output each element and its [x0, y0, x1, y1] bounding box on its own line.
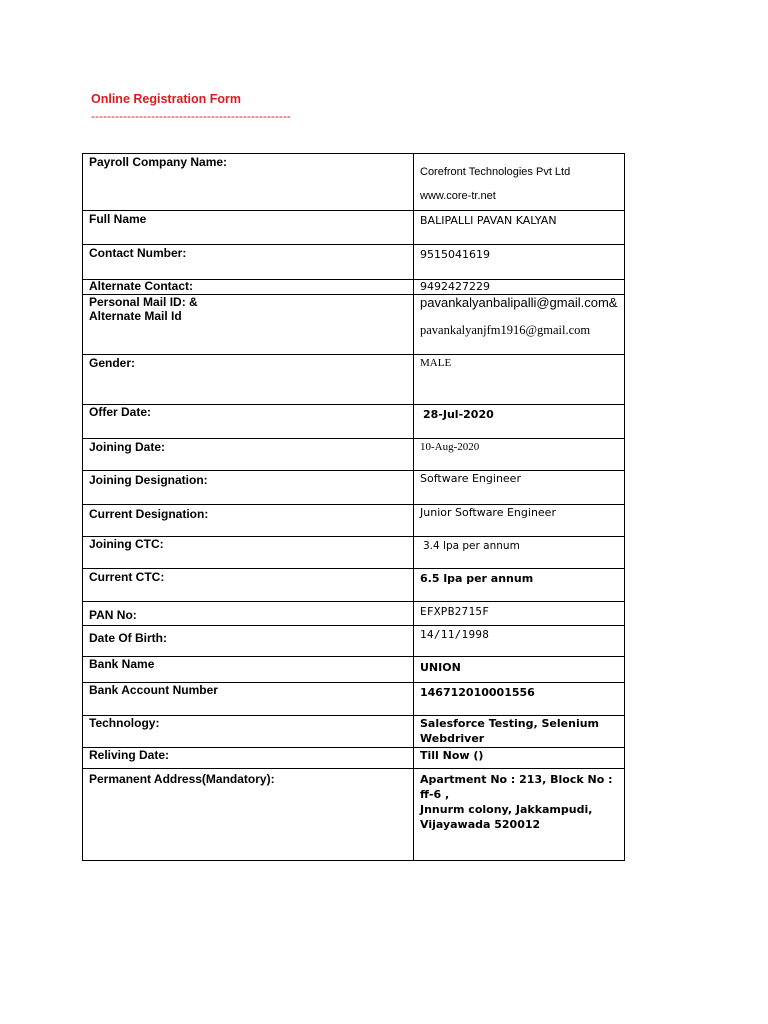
personal-mail-label — [83, 295, 414, 355]
bank-account-number-label: Bank Account Number — [83, 683, 414, 716]
payroll-company-value — [414, 154, 625, 211]
bank-account-number-value: 146712010001556 — [414, 683, 625, 716]
bank-name-label: Bank Name — [83, 657, 414, 683]
company-name: Corefront Technologies Pvt Ltd — [420, 166, 571, 178]
row-current-designation — [83, 505, 625, 537]
current-ctc-value: 6.5 lpa per annum — [414, 569, 625, 602]
row-bank-name — [83, 657, 625, 683]
company-website: www.core-tr.net — [420, 190, 496, 202]
payroll-company-label: Payroll Company Name: — [83, 154, 414, 211]
offer-date-label: Offer Date: — [83, 405, 414, 439]
registration-table — [82, 153, 625, 861]
permanent-address-value — [414, 769, 625, 861]
joining-date-label: Joining Date: — [83, 439, 414, 471]
gender-label: Gender: — [83, 355, 414, 405]
row-joining-designation — [83, 471, 625, 505]
gender-value: MALE — [414, 355, 625, 405]
contact-number-label: Contact Number: — [83, 245, 414, 280]
bank-name-value: UNION — [414, 657, 625, 683]
pan-no-label: PAN No: — [83, 602, 414, 626]
row-permanent-address — [83, 769, 625, 861]
form-title: Online Registration Form — [91, 92, 242, 106]
technology-label: Technology: — [83, 716, 414, 748]
reliving-date-label: Reliving Date: — [83, 748, 414, 769]
address-line1: Apartment No : 213, Block No : ff-6 , — [420, 773, 613, 801]
joining-date-value: 10-Aug-2020 — [414, 439, 625, 471]
offer-date-value: 28-Jul-2020 — [414, 405, 625, 439]
row-pan-no — [83, 602, 625, 626]
technology-line1: Salesforce Testing, Selenium — [420, 717, 600, 730]
current-designation-value: Junior Software Engineer — [414, 505, 625, 537]
joining-ctc-label: Joining CTC: — [83, 537, 414, 569]
personal-mail-label-line2: Alternate Mail Id — [89, 309, 182, 323]
joining-designation-value: Software Engineer — [414, 471, 625, 505]
row-full-name — [83, 211, 625, 245]
joining-ctc-value: 3.4 lpa per annum — [414, 537, 625, 569]
row-joining-date — [83, 439, 625, 471]
alternate-email: pavankalyanjfm1916@gmail.com — [420, 323, 591, 337]
full-name-label: Full Name — [83, 211, 414, 245]
personal-mail-label-line1: Personal Mail ID: & — [89, 295, 198, 309]
primary-email: pavankalyanbalipalli@gmail.com& — [420, 295, 618, 310]
row-technology — [83, 716, 625, 748]
address-line3: Vijayawada 520012 — [420, 818, 541, 831]
date-of-birth-value: 14/11/1998 — [414, 626, 625, 657]
address-line2: Jnnurm colony, Jakkampudi, — [420, 803, 593, 816]
row-date-of-birth — [83, 626, 625, 657]
row-reliving-date — [83, 748, 625, 769]
row-current-ctc — [83, 569, 625, 602]
row-offer-date — [83, 405, 625, 439]
row-alternate-contact — [83, 280, 625, 295]
permanent-address-label: Permanent Address(Mandatory): — [83, 769, 414, 861]
personal-mail-value — [414, 295, 625, 355]
alternate-contact-label: Alternate Contact: — [83, 280, 414, 295]
row-gender — [83, 355, 625, 405]
joining-designation-label: Joining Designation: — [83, 471, 414, 505]
reliving-date-value: Till Now () — [414, 748, 625, 769]
pan-no-value: EFXPB2715F — [414, 602, 625, 626]
row-bank-account-number — [83, 683, 625, 716]
row-contact-number — [83, 245, 625, 280]
technology-value — [414, 716, 625, 748]
current-ctc-label: Current CTC: — [83, 569, 414, 602]
current-designation-label: Current Designation: — [83, 505, 414, 537]
row-personal-mail — [83, 295, 625, 355]
row-payroll-company — [83, 154, 625, 211]
title-underline: -------------------------------------------------- — [91, 109, 291, 123]
date-of-birth-label: Date Of Birth: — [83, 626, 414, 657]
full-name-value: BALIPALLI PAVAN KALYAN — [414, 211, 625, 245]
alternate-contact-value: 9492427229 — [414, 280, 625, 295]
contact-number-value: 9515041619 — [414, 245, 625, 280]
technology-line2: Webdriver — [420, 732, 485, 745]
row-joining-ctc — [83, 537, 625, 569]
